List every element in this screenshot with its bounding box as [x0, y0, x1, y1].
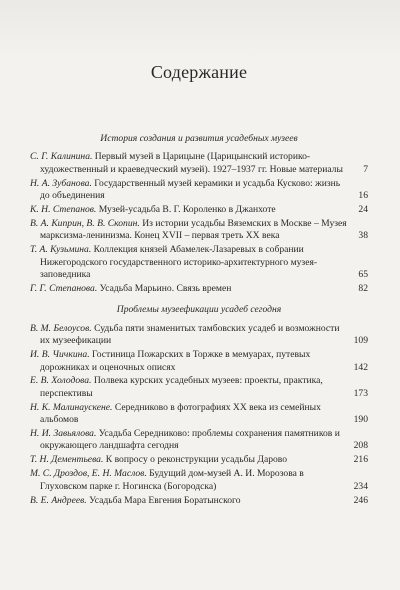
page-title: Содержание: [150, 62, 248, 82]
toc-entry: [30, 349, 368, 374]
entry-page-number: 109: [353, 335, 368, 347]
entry-page-number: 16: [358, 190, 368, 202]
toc-entry: [30, 375, 368, 400]
entry-author: М. С. Дроздов, Е. Н. Маслов.: [30, 468, 147, 480]
entry-title: Государственный музей керамики и усадьба Кусково: жизнь до объединения: [40, 177, 341, 202]
entry-title: Усадьба Марьино. Связь времен: [99, 282, 232, 294]
toc-entry: [30, 283, 368, 295]
entry-page-number: 65: [358, 269, 368, 281]
entry-title: Коллекция князей Абамелек-Лазаревых в собрании Нижегородского государственного историко-архитектурного музея-заповедника: [40, 244, 318, 281]
entry-author: Т. Н. Дементьева.: [30, 454, 104, 466]
entry-page-number: 216: [353, 454, 368, 466]
toc-entry: [30, 468, 368, 493]
entry-title: Гостиница Пожарских в Торжке в мемуарах, путевых дорожниках и оценочных описях: [40, 349, 311, 373]
entry-page-number: 82: [358, 282, 368, 294]
entry-page-number: 7: [363, 163, 368, 175]
entry-author: Н. И. Завьялова.: [30, 428, 97, 440]
toc-entry: [30, 178, 368, 203]
toc-entry: [30, 204, 368, 216]
entry-author: В. М. Белоусов.: [30, 322, 92, 334]
entry-author: Н. К. Малинаускене.: [30, 401, 113, 413]
entry-author: Е. В. Холодова.: [30, 375, 92, 387]
entry-title: К вопросу о реконструкции усадьбы Дарово: [105, 454, 288, 466]
entry-author: К. Н. Степанов.: [30, 204, 97, 216]
entry-page-number: 38: [358, 230, 368, 242]
entry-page-number: 24: [358, 204, 368, 216]
toc-entry: [30, 495, 368, 507]
entry-title: Из истории усадьбы Вяземских в Москве – Музея марксизма-ленинизма. Конец XVII – первая треть XX века: [40, 217, 347, 242]
entry-author: Г. Г. Степанова.: [30, 282, 98, 294]
entry-title: Середниково в фотографиях XX века из семейных альбомов: [40, 401, 321, 426]
toc-entry: [30, 428, 368, 453]
document-page: [30, 0, 368, 590]
entry-author: В. А. Киприн, В. В. Скопин.: [30, 217, 140, 229]
toc-entry: [30, 454, 368, 466]
entry-title: Усадьба Мара Евгения Боратынского: [89, 494, 241, 506]
entry-title: Будущий дом-музей А. И. Морозова в Глуховском парке г. Ногинска (Богородска): [40, 468, 304, 492]
entry-page-number: 173: [353, 387, 368, 399]
entry-author: Н. А. Зубанова.: [30, 177, 92, 189]
entry-page-number: 208: [353, 440, 368, 452]
entry-title: Музей-усадьба В. Г. Короленко в Джанхоте: [98, 204, 276, 216]
entry-title: Полвека курских усадебных музеев: проекты, практика, перспективы: [40, 375, 323, 399]
entry-title: Первый музей в Царицыне (Царицынский историко-художественный и краеведческий музей). 1927–1937 гг. Новые материалы: [40, 151, 343, 175]
entry-author: В. Е. Андреев.: [30, 494, 87, 506]
toc-entry: [30, 402, 368, 427]
entry-page-number: 190: [353, 414, 368, 426]
entry-title: Судьба пяти знаменитых тамбовских усадеб и возможности их музеефикации: [40, 322, 340, 347]
toc-entry: [30, 218, 368, 243]
entry-page-number: 142: [353, 361, 368, 373]
entry-page-number: 246: [353, 494, 368, 506]
entry-page-number: 234: [353, 480, 368, 492]
section-heading: Проблемы музеефикации усадеб сегодня: [116, 304, 282, 316]
entry-author: С. Г. Калинина.: [30, 151, 93, 163]
toc-entry: [30, 151, 368, 176]
toc-entry: [30, 323, 368, 348]
entry-title: Усадьба Середниково: проблемы сохранения памятников и окружающего ландшафта сегодня: [40, 428, 340, 452]
entry-author: И. В. Чичкина.: [30, 349, 90, 361]
table-of-contents: [30, 133, 368, 508]
section-heading: История создания и развития усадебных музеев: [100, 133, 298, 144]
toc-entry: [30, 244, 368, 281]
entry-author: Т. А. Кузьмина.: [30, 244, 92, 256]
